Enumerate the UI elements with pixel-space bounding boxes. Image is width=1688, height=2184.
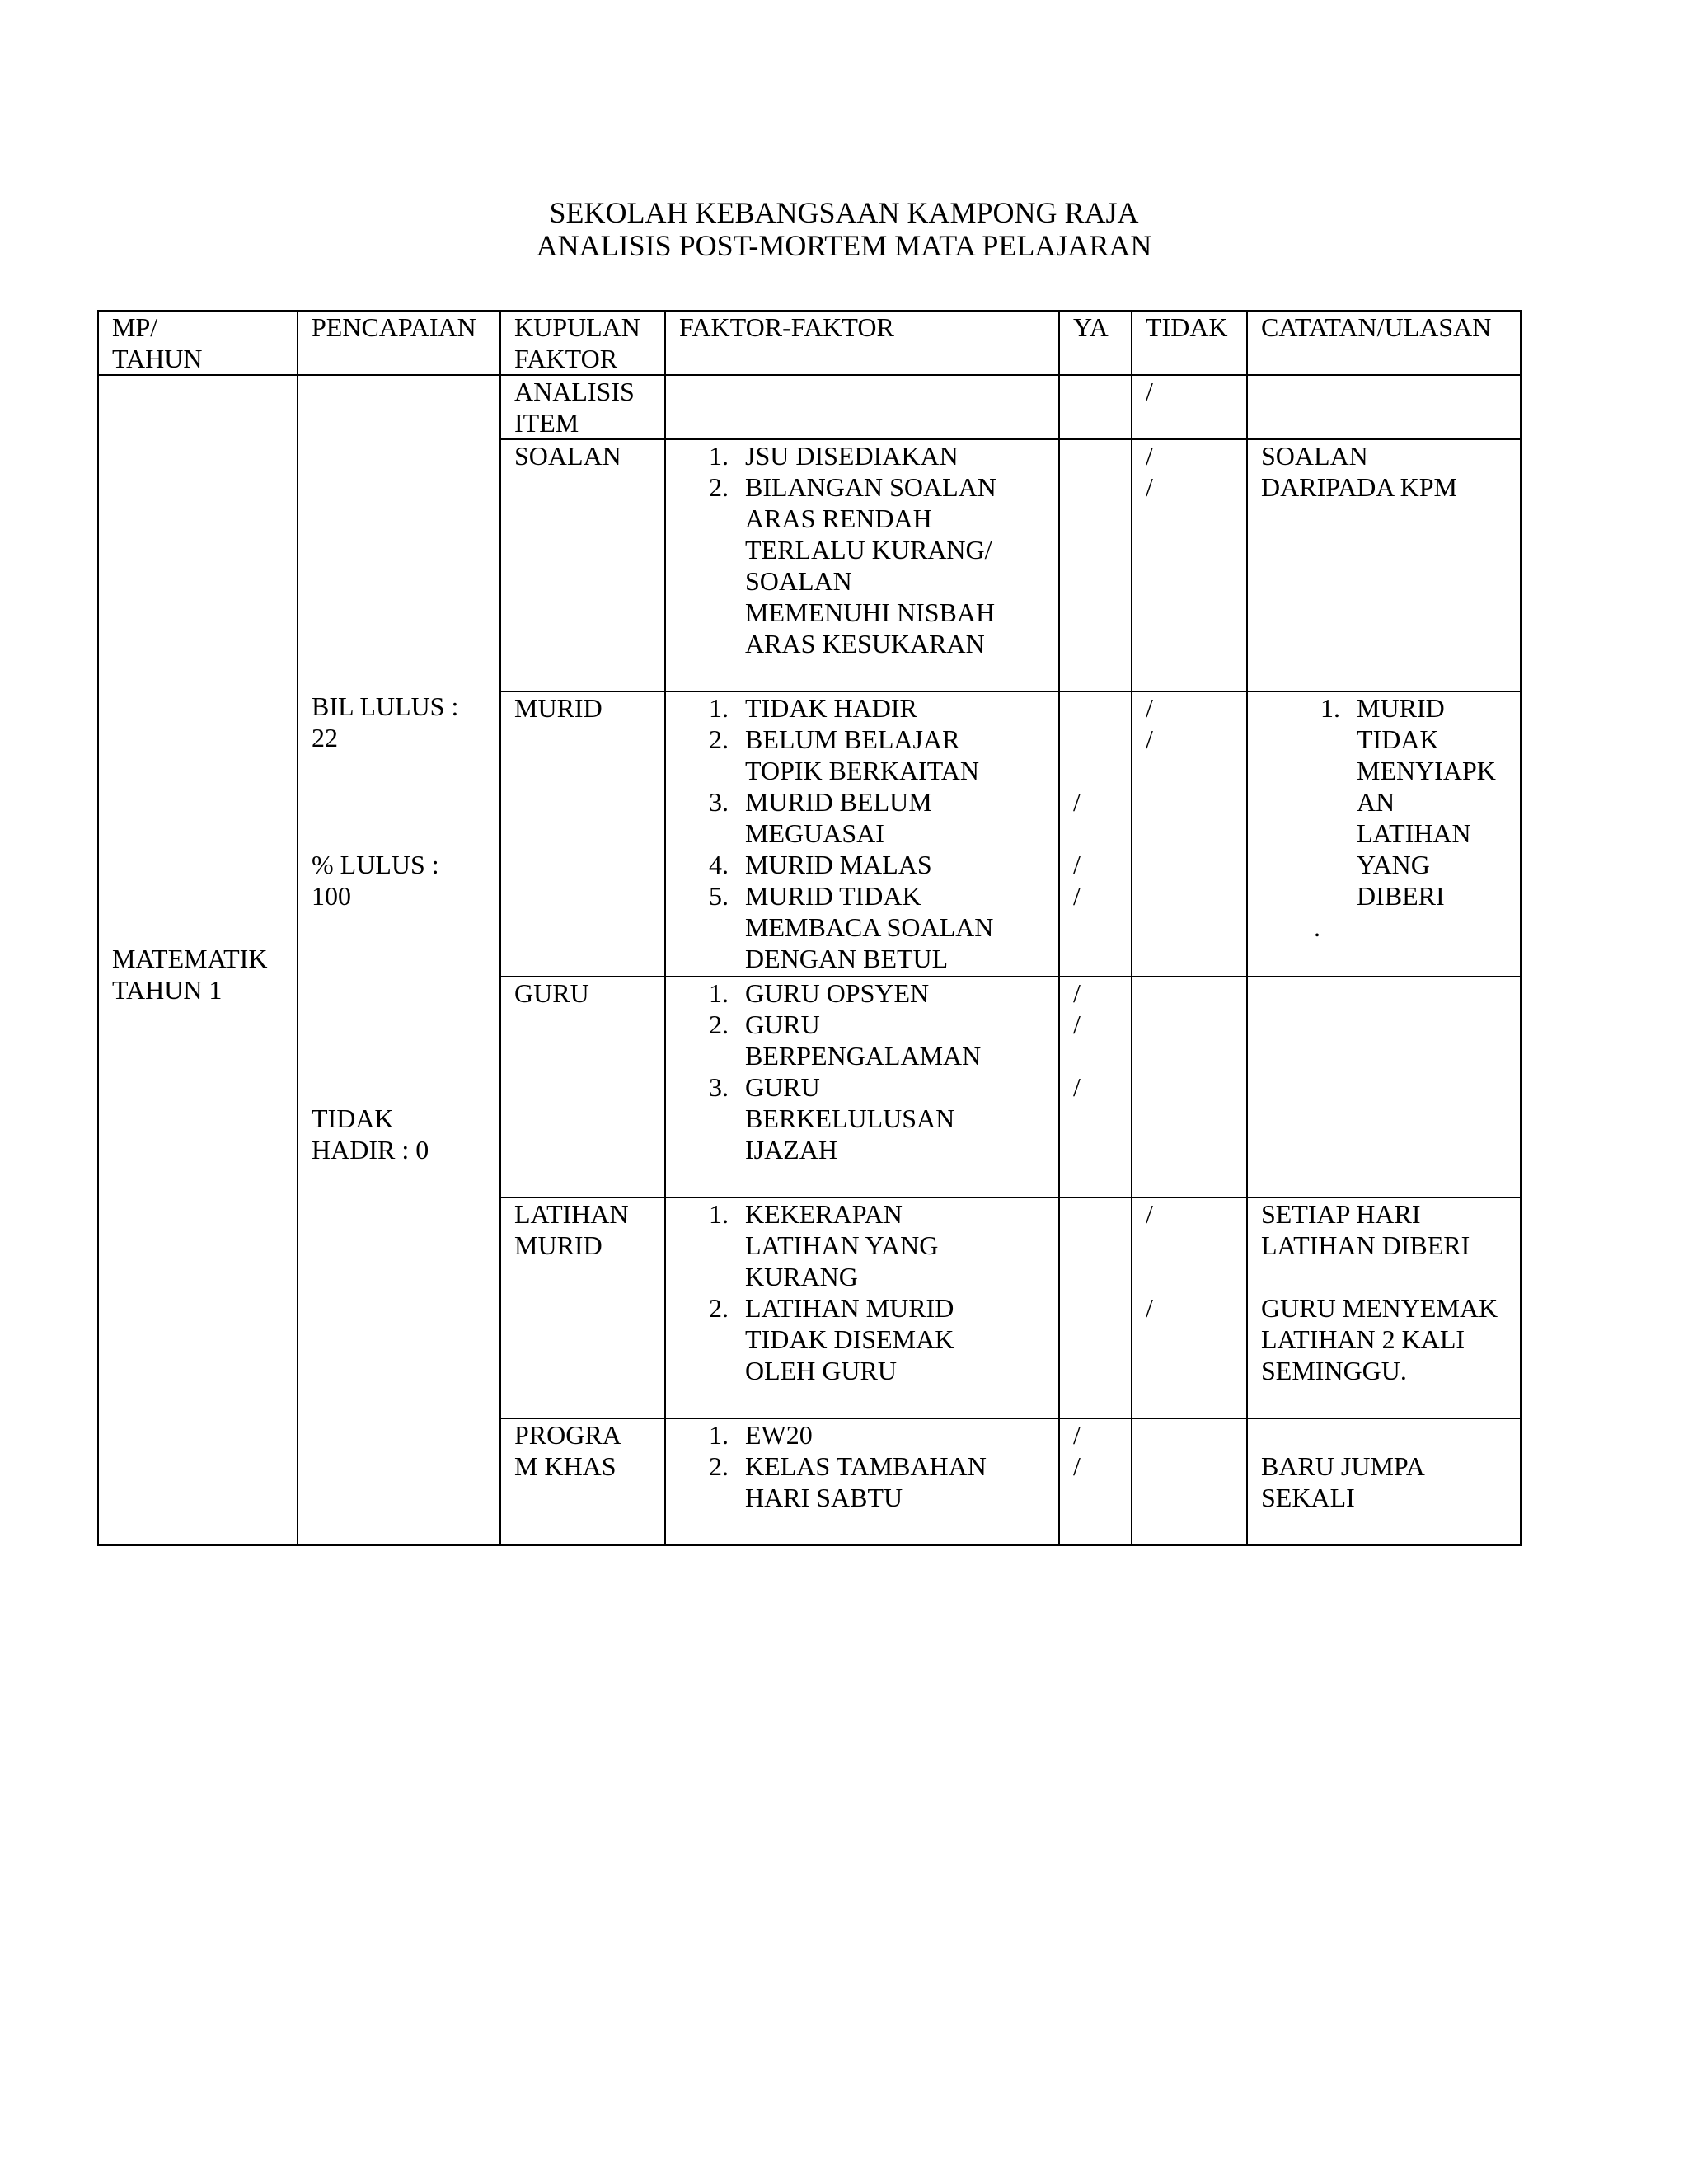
faktor-cell [665,375,1059,439]
faktor-list: 1. EW20 2. KELAS TAMBAHAN HARI SABTU [679,1419,1045,1513]
tidak-cell [1132,439,1247,691]
list-item: MURID TIDAK MENYIAPK AN LATIHAN YANG DIBERI [1357,693,1496,911]
subject-cell [98,375,298,1545]
kupulan-program-khas: PROGRA M KHAS [500,1418,665,1545]
list-item: KELAS TAMBAHAN HARI SABTU [745,1451,987,1512]
tidak-cell [1132,691,1247,977]
catatan-cell: SOALAN DARIPADA KPM [1247,439,1521,691]
subject-name: MATEMATIK [112,944,268,973]
tidak-mark: / [1146,724,1153,754]
ya-cell [1059,1418,1132,1545]
tidak-cell [1132,375,1247,439]
header-tidak: TIDAK [1132,311,1247,375]
header-kupulan-faktor: KUPULAN FAKTOR [500,311,665,375]
kupulan-guru: GURU [500,977,665,1197]
header-pencapaian: PENCAPAIAN [298,311,500,375]
pencapaian-cell [298,375,500,1545]
ya-cell [1059,977,1132,1197]
list-item: MURID TIDAK MEMBACA SOALAN DENGAN BETUL [745,881,994,973]
ya-cell [1059,375,1132,439]
list-item: EW20 [745,1420,813,1450]
tidak-hadir-value: HADIR : 0 [312,1135,429,1165]
catatan-list: 1. MURID TIDAK MENYIAPK AN LATIHAN YANG DIBERI [1261,692,1507,912]
list-item: LATIHAN MURID TIDAK DISEMAK OLEH GURU [745,1293,954,1385]
peratus-lulus-value: 100 [312,881,351,911]
tidak-mark: / [1146,1293,1153,1323]
kupulan-soalan: SOALAN [500,439,665,691]
faktor-cell [665,977,1059,1197]
faktor-cell [665,1197,1059,1418]
list-item: BELUM BELAJAR TOPIK BERKAITAN [745,724,979,785]
tidak-cell [1132,1197,1247,1418]
ya-mark: / [1073,881,1081,911]
kupulan-latihan-murid: LATIHAN MURID [500,1197,665,1418]
kupulan-analisis-item: ANALISIS ITEM [500,375,665,439]
ya-cell [1059,439,1132,691]
tidak-mark: / [1146,693,1153,723]
bil-lulus-label: BIL LULUS : [312,691,459,721]
tidak-mark: / [1146,472,1153,502]
document-title [0,196,1688,262]
kupulan-murid: MURID [500,691,665,977]
faktor-list: 1. KEKERAPAN LATIHAN YANG KURANG 2. LATIHAN MURID TIDAK DISEMAK OLEH GURU [679,1198,1045,1386]
list-item: BILANGAN SOALAN ARAS RENDAH TERLALU KURANG/ SOALAN MEMENUHI NISBAH ARAS KESUKARAN [745,472,996,658]
faktor-cell [665,691,1059,977]
table-row [98,375,1521,439]
ya-mark: / [1073,1420,1081,1450]
ya-mark: / [1073,1451,1081,1481]
tidak-mark: / [1146,441,1153,471]
catatan-cell [1247,375,1521,439]
ya-mark: / [1073,850,1081,879]
list-item: GURU BERKELULUSAN IJAZAH [745,1072,955,1165]
school-name: SEKOLAH KEBANGSAAN KAMPONG RAJA [549,196,1139,229]
ya-mark: / [1073,787,1081,817]
header-catatan: CATATAN/ULASAN [1247,311,1521,375]
list-item: MURID MALAS [745,850,932,879]
list-item: JSU DISEDIAKAN [745,441,959,471]
ya-mark: / [1073,1072,1081,1102]
catatan-cell: 1. MURID TIDAK MENYIAPK AN LATIHAN YANG DIBERI . [1247,691,1521,977]
header-row [98,311,1521,375]
header-faktor-faktor: FAKTOR-FAKTOR [665,311,1059,375]
list-item: GURU OPSYEN [745,978,930,1008]
list-item: MURID BELUM MEGUASAI [745,787,932,848]
catatan-cell: SETIAP HARI LATIHAN DIBERI GURU MENYEMAK LATIHAN 2 KALI SEMINGGU. [1247,1197,1521,1418]
bil-lulus-value: 22 [312,723,338,752]
post-mortem-table [97,310,1522,1546]
tidak-mark: / [1146,1199,1153,1229]
subject-year: TAHUN 1 [112,975,223,1005]
header-ya: YA [1059,311,1132,375]
ya-mark: / [1073,1010,1081,1039]
faktor-list: 1. TIDAK HADIR 2. BELUM BELAJAR TOPIK BERKAITAN 3. MURID BELUM MEGUASAI 4. MURID MALAS 5. MURID TIDAK MEMBACA SOALAN DENGAN BETUL [679,692,1045,974]
ya-mark: / [1073,978,1081,1008]
report-title: ANALISIS POST-MORTEM MATA PELAJARAN [536,229,1152,262]
header-mp-tahun: MP/ TAHUN [98,311,298,375]
faktor-cell [665,1418,1059,1545]
faktor-list: 1. GURU OPSYEN 2. GURU BERPENGALAMAN 3. GURU BERKELULUSAN IJAZAH [679,977,1045,1165]
ya-cell [1059,1197,1132,1418]
tidak-cell [1132,977,1247,1197]
peratus-lulus-label: % LULUS : [312,850,439,879]
list-item: GURU BERPENGALAMAN [745,1010,982,1071]
tidak-hadir-label: TIDAK [312,1104,394,1133]
faktor-cell [665,439,1059,691]
ya-cell [1059,691,1132,977]
faktor-list: 1. JSU DISEDIAKAN 2. BILANGAN SOALAN ARAS RENDAH TERLALU KURANG/ SOALAN MEMENUHI NISBAH ARAS KESUKARAN [679,440,1045,659]
list-item: TIDAK HADIR [745,693,917,723]
tidak-cell [1132,1418,1247,1545]
list-item: KEKERAPAN LATIHAN YANG KURANG [745,1199,939,1291]
catatan-cell [1247,977,1521,1197]
catatan-cell: BARU JUMPA SEKALI [1247,1418,1521,1545]
tidak-mark: / [1146,377,1153,406]
